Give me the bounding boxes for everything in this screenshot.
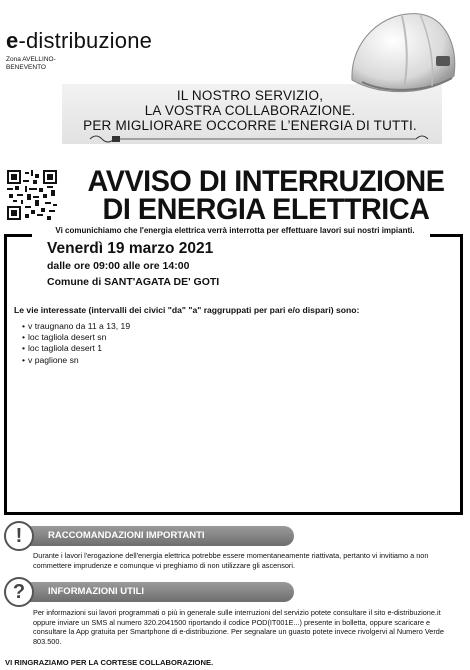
zone-line-1: Zona AVELLINO- bbox=[6, 56, 56, 63]
recommendations-header: RACCOMANDAZIONI IMPORTANTI bbox=[4, 526, 294, 546]
zone-line-2: BENEVENTO bbox=[6, 64, 46, 71]
zone-label bbox=[6, 56, 56, 72]
question-icon: ? bbox=[4, 577, 34, 607]
exclamation-icon: ! bbox=[4, 521, 34, 551]
list-item: • v traugnano da 11 a 13, 19 bbox=[22, 321, 130, 332]
helmet-icon bbox=[342, 2, 462, 112]
outage-comune: Comune di SANT'AGATA DE' GOTI bbox=[47, 276, 220, 288]
footer-thanks: VI RINGRAZIAMO PER LA CORTESE COLLABORAZIONE. bbox=[5, 658, 214, 667]
streets-list bbox=[22, 321, 130, 366]
info-text: Per informazioni sui lavori programmati o più in generale sulle interruzioni del servizio potete consultare il sito e-distribuzione.it oppure inviare un SMS al numero 320.2041500 riportando il codice POD(IT001E...) presente in bolletta, oppure scaricare e consultare la App gratuita per Smartphone di e-distribuzione. Per segnalare un guasto potete invece rivolgervi al Numero Verde 803.500. bbox=[33, 608, 444, 647]
logo-prefix: e bbox=[6, 28, 19, 53]
outage-hours: dalle ore 09:00 alle ore 14:00 bbox=[47, 260, 190, 272]
list-item: • loc tagliola desert sn bbox=[22, 332, 130, 343]
logo-text: -distribuzione bbox=[18, 28, 153, 53]
title-line-1: AVVISO DI INTERRUZIONE bbox=[87, 165, 445, 198]
interruption-notice: Vi comunichiamo che l'energia elettrica verrà interrotta per effettuare lavori sui nostri impianti. bbox=[55, 226, 415, 235]
list-item: • v paglione sn bbox=[22, 355, 130, 366]
box-border-right bbox=[430, 234, 463, 237]
page-title bbox=[74, 165, 458, 226]
list-item: • loc tagliola desert 1 bbox=[22, 343, 130, 354]
recommendations-text: Durante i lavori l'erogazione dell'energia elettrica potrebbe essere momentaneamente riattivata, pertanto vi invitiamo a non commettere imprudenze e comunque vi preghiamo di non utilizzare gli ascensori. bbox=[33, 551, 429, 570]
box-border-left bbox=[4, 234, 32, 237]
streets-heading: Le vie interessate (intervalli dei civici "da" "a" raggruppati per pari e/o dispari) sono: bbox=[14, 305, 360, 315]
plug-cable-icon bbox=[86, 132, 436, 146]
company-logo bbox=[6, 28, 152, 54]
slogan-line-1: IL NOSTRO SERVIZIO, bbox=[176, 88, 324, 103]
qr-code-icon bbox=[7, 170, 57, 220]
slogan-line-2: LA VOSTRA COLLABORAZIONE. bbox=[144, 103, 356, 118]
info-header: INFORMAZIONI UTILI bbox=[4, 582, 294, 602]
title-line-2: DI ENERGIA ELETTRICA bbox=[102, 193, 430, 226]
slogan-line-3: PER MIGLIORARE OCCORRE L’ENERGIA DI TUTTI. bbox=[83, 118, 417, 133]
outage-date: Venerdì 19 marzo 2021 bbox=[47, 240, 214, 257]
